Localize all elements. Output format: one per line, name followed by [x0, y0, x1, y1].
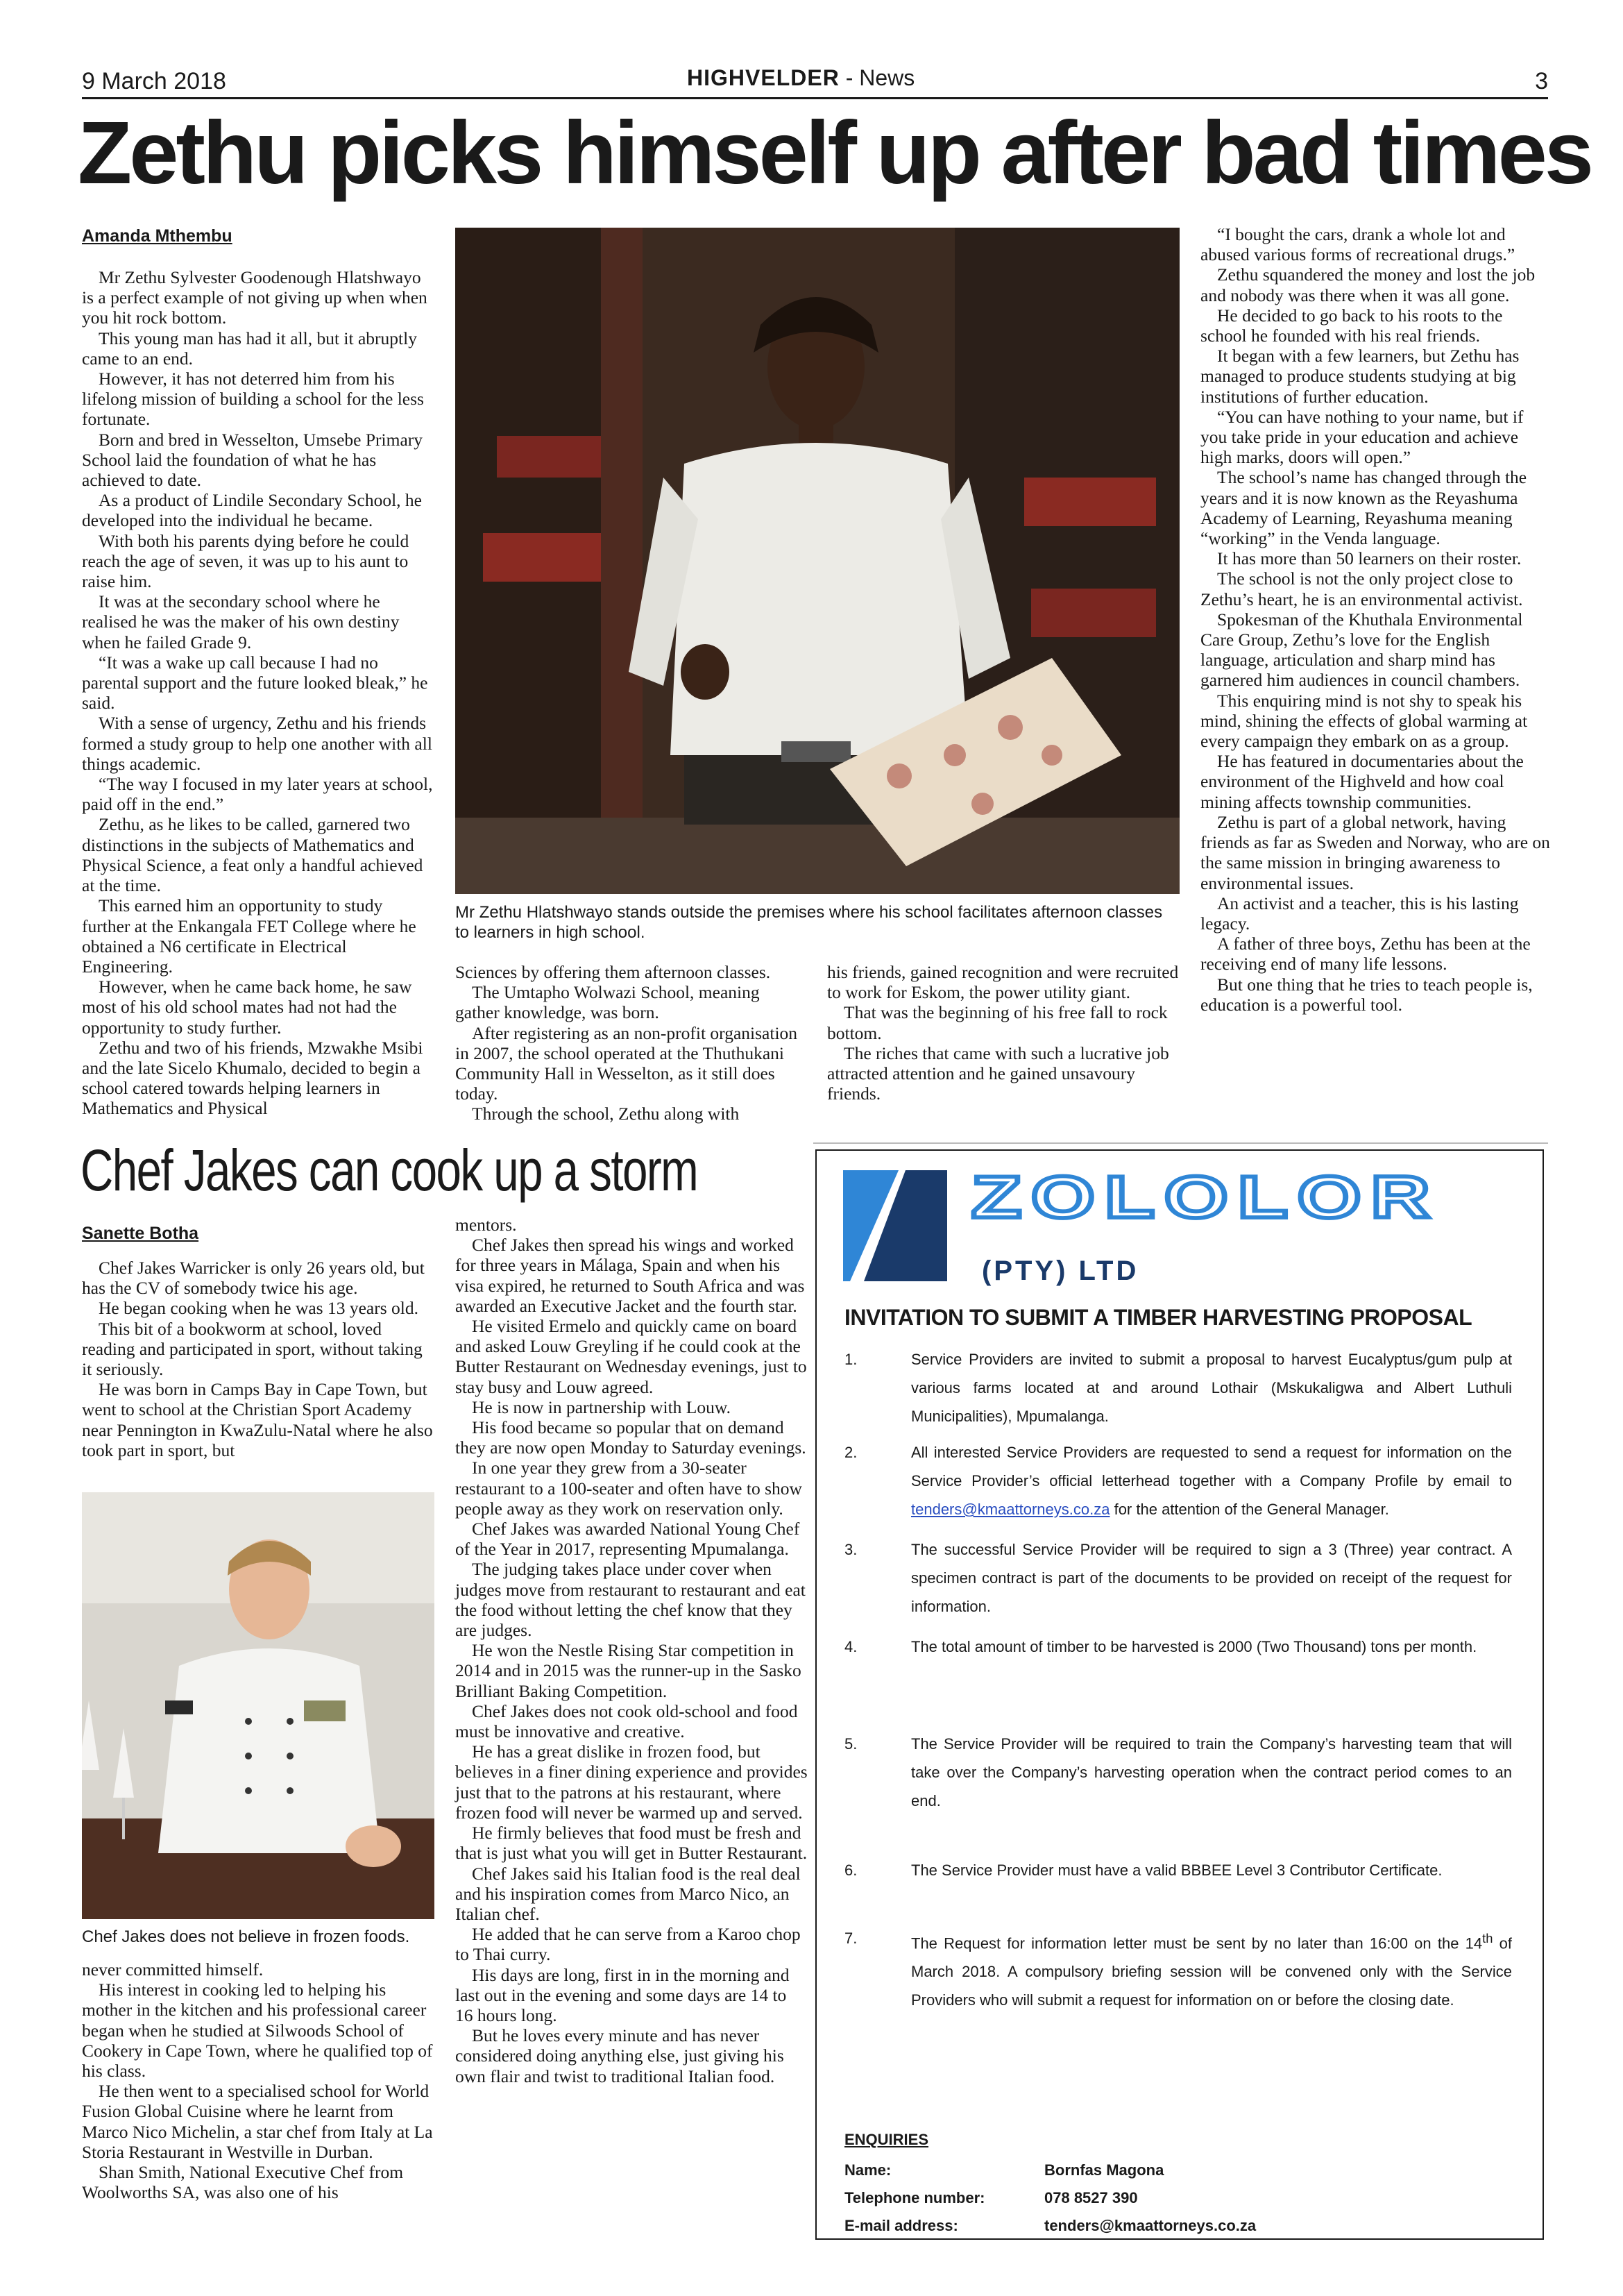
- article1-column-3: [827, 962, 1180, 1104]
- item-number: 2.: [844, 1444, 858, 1461]
- paragraph: The judging takes place under cover when judges move from restaurant to restaurant and eat the food without letting the chef know that they are judges.: [455, 1559, 806, 1641]
- paragraph: “It was a wake up call because I had no parental support and the future looked bleak,” he said.: [82, 652, 428, 714]
- paragraph: With a sense of urgency, Zethu and his friends formed a study group to help one another with all things academic.: [82, 713, 432, 774]
- paragraph: mentors.: [455, 1215, 517, 1235]
- advert-title: INVITATION TO SUBMIT A TIMBER HARVESTING PROPOSAL: [844, 1305, 1472, 1330]
- paragraph: Zethu is part of a global network, having friends as far as Sweden and Norway, who are on the same mission in bringing awareness to environmental issues.: [1200, 811, 1550, 893]
- article2-photo: [82, 1492, 434, 1919]
- paragraph: He won the Nestle Rising Star competition in 2014 and in 2015 was the runner-up in the Sasko Brilliant Baking Competition.: [455, 1640, 801, 1701]
- paragraph: “I bought the cars, drank a whole lot and abused various forms of recreational drugs.”: [1200, 224, 1515, 265]
- paragraph: His interest in cooking led to helping his mother in the kitchen and his professional career began when he studied at Silwoods School of Cookery in Cape Town, where he qualified top of his class.: [82, 1980, 433, 2082]
- item-number: 6.: [844, 1862, 858, 1879]
- item-text: Service Providers are invited to submit a proposal to harvest Eucalyptus/gum pulp at various farms located at and around Lothair (Mskukaligwa and Albert Luthuli Municipalities), Mpumalanga.: [911, 1351, 1512, 1425]
- item-number: 1.: [844, 1351, 858, 1368]
- paragraph: He firmly believes that food must be fresh and that is just what you will get in Butter Restaurant.: [455, 1823, 808, 1864]
- paragraph: Spokesman of the Khuthala Environmental Care Group, Zethu’s love for the English language, articulation and sharp mind has garnered him audiences in council chambers.: [1200, 609, 1523, 691]
- phone-label: Telephone number:: [844, 2189, 985, 2206]
- paragraph: He began cooking when he was 13 years old.: [99, 1298, 418, 1319]
- masthead-title: HIGHVELDER: [687, 65, 840, 90]
- article2-headline: Chef Jakes can cook up a storm: [80, 1138, 698, 1203]
- paragraph: It has more than 50 learners on their roster.: [1217, 548, 1522, 569]
- paragraph: It was at the secondary school where he realised he was the maker of his own destiny when he failed Grade 9.: [82, 591, 400, 652]
- article2-column-1-bottom: [82, 1959, 434, 2202]
- paragraph: He then went to a specialised school for World Fusion Global Cuisine where he learnt from Marco Nico Michelin, a star chef from Italy at La Storia Restaurant in Westville in Durban.: [82, 2081, 433, 2162]
- paragraph: He added that he can serve from a Karoo chop to Thai curry.: [455, 1924, 801, 1965]
- article1-column-4: [1200, 224, 1553, 1015]
- paragraph: his friends, gained recognition and were recruited to work for Eskom, the power utility giant.: [827, 962, 1179, 1003]
- paragraph: The school is not the only project close to Zethu’s heart, he is an environmental activist.: [1200, 568, 1523, 609]
- paragraph: But one thing that he tries to teach people is, education is a powerful tool.: [1200, 974, 1533, 1015]
- paragraph: However, it has not deterred him from his lifelong mission of building a school for the less fortunate.: [82, 369, 424, 430]
- article2-column-1-top: [82, 1258, 434, 1460]
- paragraph: Zethu and two of his friends, Mzwakhe Msibi and the late Sicelo Khumalo, decided to begin a school catered towards helping learners in Mathematics and Physical: [82, 1037, 423, 1119]
- article1-column-2: [455, 962, 808, 1124]
- article1-headline: Zethu picks himself up after bad times: [78, 103, 1591, 203]
- paragraph: He has a great dislike in frozen food, but believes in a finer dining experience and provides just that to the patrons at his restaurant, where frozen food will never be warmed up and served.: [455, 1741, 808, 1823]
- logo-subtitle: (PTY) LTD: [982, 1256, 1139, 1286]
- email-link[interactable]: tenders@kmaattorneys.co.za: [911, 1501, 1110, 1518]
- paragraph: This earned him an opportunity to study further at the Enkangala FET College where he obtained a N6 certificate in Electrical Engineering.: [82, 895, 416, 977]
- chef-portrait-illustration: [82, 1492, 434, 1919]
- article2-photo-caption: Chef Jakes does not believe in frozen foods.: [82, 1927, 410, 1946]
- paragraph: Shan Smith, National Executive Chef from Woolworths SA, was also one of his: [82, 2162, 404, 2203]
- paragraph: Zethu squandered the money and lost the job and nobody was there when it was all gone.: [1200, 264, 1536, 305]
- section-divider: [813, 1142, 1548, 1144]
- paragraph: His food became so popular that on demand they are now open Monday to Saturday evenings.: [455, 1417, 806, 1458]
- paragraph: He has featured in documentaries about the environment of the Highveld and how coal mining affects township communities.: [1200, 751, 1524, 812]
- man-portrait-illustration: [455, 228, 1180, 894]
- paragraph: His days are long, first in in the morning and last out in the evening and some days are 14 to 16 hours long.: [455, 1964, 790, 2025]
- paragraph: Zethu, as he likes to be called, garnered two distinctions in the subjects of Mathematics and Physical Science, a feat only a handful achieved at the time.: [82, 814, 423, 896]
- article1-byline: Amanda Mthembu: [82, 226, 232, 246]
- paragraph: He was born in Camps Bay in Cape Town, but went to school at the Christian Sport Academy near Pennington in KwaZulu-Natal where he also took part in sport, but: [82, 1379, 433, 1460]
- section-label: - News: [839, 65, 915, 90]
- paragraph: The Umtapho Wolwazi School, meaning gather knowledge, was born.: [455, 982, 760, 1023]
- article1-photo-caption: Mr Zethu Hlatshwayo stands outside the premises where his school facilitates afternoon classes to learners in high school.: [455, 903, 1163, 942]
- name-label: Name:: [844, 2161, 892, 2179]
- paragraph: “You can have nothing to your name, but if you take pride in your education and achieve high marks, doors will open.”: [1200, 406, 1524, 468]
- item-number: 7.: [844, 1930, 858, 1947]
- paragraph: It began with a few learners, but Zethu has managed to produce students studying at big institutions of further education.: [1200, 346, 1520, 407]
- paragraph: Mr Zethu Sylvester Goodenough Hlatshwayo is a perfect example of not giving up when when you hit rock bottom.: [82, 267, 427, 328]
- item-text: The successful Service Provider will be required to sign a 3 (Three) year contract. A specimen contract is part of the documents to be provided on receipt of the request for information.: [911, 1541, 1512, 1615]
- paragraph: The school’s name has changed through the years and it is now known as the Reyashuma Academy of Learning, Reyashuma meaning “working” in the Venda language.: [1200, 467, 1527, 549]
- paragraph: After registering as an non-profit organisation in 2007, the school operated at the Thuthukani Community Hall in Wesselton, as it still does today.: [455, 1022, 798, 1104]
- paragraph: This enquiring mind is not shy to speak his mind, shining the effects of global warming at every campaign they embark on as a group.: [1200, 690, 1528, 752]
- paragraph: Chef Jakes then spread his wings and worked for three years in Málaga, Spain and when his visa expired, he returned to South Africa and was awarded an Executive Jacket and the fourth star.: [455, 1235, 805, 1316]
- item-text: All interested Service Providers are requested to send a request for information on the Service Provider’s official letterhead together with a Company Profile by email to tenders@kmaattorneys.co.za for the attention of the General Manager.: [911, 1444, 1512, 1518]
- paragraph: never committed himself.: [82, 1959, 264, 1980]
- page-number: 3: [1535, 68, 1548, 94]
- paragraph: But he loves every minute and has never considered doing anything else, just giving his own flair and twist to traditional Italian food.: [455, 2025, 784, 2086]
- company-logo: [843, 1163, 1523, 1288]
- paragraph: Chef Jakes said his Italian food is the real deal and his inspiration comes from Marco Nico, an Italian chef.: [455, 1863, 801, 1924]
- paragraph: In one year they grew from a 30-seater restaurant to a 100-seater and often have to show people away as they work on reservation only.: [455, 1458, 802, 1519]
- article2-column-2: [455, 1215, 808, 2086]
- paragraph: That was the beginning of his free fall to rock bottom.: [827, 1002, 1168, 1043]
- tender-advert: [815, 1149, 1544, 2240]
- paragraph: He visited Ermelo and quickly came on board and asked Louw Greyling if he could cook at the Butter Restaurant on Wednesday evenings, just to stay busy and Louw agreed.: [455, 1316, 807, 1397]
- header-rule: [82, 97, 1548, 99]
- email-value[interactable]: tenders@kmaattorneys.co.za: [1044, 2217, 1257, 2234]
- issue-date: 9 March 2018: [82, 68, 226, 94]
- name-value: Bornfas Magona: [1044, 2161, 1164, 2179]
- item-text: The Request for information letter must be sent by no later than 16:00 on the 14th of March 2018. A compulsory briefing session will be convened only with the Service Providers who will submit a request for information on or before the closing date.: [911, 1931, 1513, 2009]
- article1-column-1: [82, 267, 434, 1119]
- logo-wordmark: ZOLOLOR: [971, 1163, 1440, 1230]
- paragraph: This bit of a bookworm at school, loved reading and participated in sport, without taking it seriously.: [82, 1318, 423, 1380]
- item-number: 3.: [844, 1541, 858, 1558]
- paragraph: Chef Jakes was awarded National Young Chef of the Year in 2017, representing Mpumalanga.: [455, 1519, 800, 1560]
- email-label: E-mail address:: [844, 2217, 958, 2234]
- paragraph: This young man has had it all, but it abruptly came to an end.: [82, 328, 417, 369]
- item-text: The total amount of timber to be harvested is 2000 (Two Thousand) tons per month.: [911, 1638, 1477, 1655]
- paragraph: Sciences by offering them afternoon classes.: [455, 962, 771, 982]
- masthead: [687, 65, 915, 91]
- paragraph: An activist and a teacher, this is his lasting legacy.: [1200, 893, 1519, 934]
- paragraph: “The way I focused in my later years at school, paid off in the end.”: [82, 774, 433, 815]
- paragraph: Chef Jakes Warricker is only 26 years old, but has the CV of somebody twice his age.: [82, 1258, 425, 1299]
- paragraph: Born and bred in Wesselton, Umsebe Primary School laid the foundation of what he has achieved to date.: [82, 429, 423, 491]
- article1-photo: [455, 228, 1180, 894]
- enquiries-heading: ENQUIRIES: [844, 2131, 929, 2148]
- item-number: 4.: [844, 1638, 858, 1655]
- paragraph: As a product of Lindile Secondary School, he developed into the individual he became.: [82, 490, 422, 531]
- item-text: The Service Provider must have a valid BBBEE Level 3 Contributor Certificate.: [911, 1862, 1443, 1879]
- paragraph: Chef Jakes does not cook old-school and food must be innovative and creative.: [455, 1700, 798, 1742]
- paragraph: However, when he came back home, he saw most of his old school mates had not had the opportunity to study further.: [82, 977, 412, 1038]
- phone-value: 078 8527 390: [1044, 2189, 1138, 2206]
- paragraph: A father of three boys, Zethu has been at the receiving end of many life lessons.: [1200, 934, 1531, 974]
- item-text: The Service Provider will be required to train the Company’s harvesting team that will take over the Company’s harvesting operation when the contract period comes to an end.: [911, 1735, 1512, 1809]
- article2-byline: Sanette Botha: [82, 1224, 199, 1243]
- paragraph: The riches that came with such a lucrative job attracted attention and he gained unsavoury friends.: [827, 1043, 1169, 1104]
- paragraph: With both his parents dying before he could reach the age of seven, it was up to his aunt to raise him.: [82, 530, 409, 592]
- paragraph: Through the school, Zethu along with: [472, 1104, 740, 1124]
- paragraph: He decided to go back to his roots to the school he founded with his real friends.: [1200, 305, 1503, 346]
- paragraph: He is now in partnership with Louw.: [472, 1396, 731, 1417]
- zololor-logo-icon: [843, 1163, 1523, 1288]
- item-number: 5.: [844, 1735, 858, 1753]
